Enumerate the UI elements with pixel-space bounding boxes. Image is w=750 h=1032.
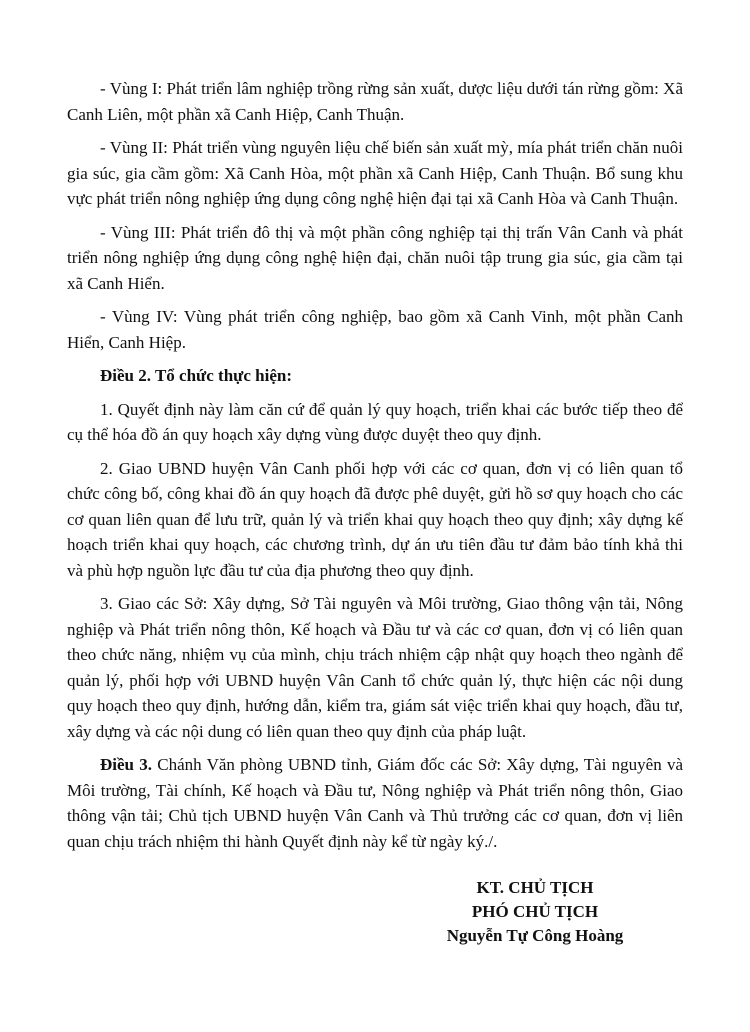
zone-2-label: - Vùng II: [100, 138, 168, 157]
zone-2-paragraph [67, 135, 683, 212]
zone-4-text: Vùng phát triển công nghiệp, bao gồm xã Canh Vinh, một phần Canh Hiển, Canh Hiệp. [67, 307, 684, 352]
zone-1-paragraph [67, 76, 683, 127]
zone-4-paragraph [67, 304, 683, 355]
zone-3-text: Phát triển đô thị và một phần công nghiệp tại thị trấn Vân Canh và phát triển nông nghiệp ứng dụng công nghệ hiện đại, chăn nuôi tập trung gia súc, gia cầm tại xã Canh Hiển. [67, 222, 683, 293]
article-3-label: Điều 3. [100, 755, 152, 774]
zone-3-paragraph [67, 220, 683, 297]
zone-4-label: - Vùng IV: [100, 307, 178, 326]
zone-2-text: Phát triển vùng nguyên liệu chế biến sản xuất mỳ, mía phát triển chăn nuôi gia súc, gia cầm gồm: Xã Canh Hòa, một phần xã Canh Hiệp, Canh Thuận. Bổ sung khu vực phát triển nông nghiệp ứng dụng công nghệ hiện đại tại xã Canh Hòa và Canh Thuận. [67, 138, 683, 208]
zone-3-label: - Vùng III: [100, 222, 176, 242]
signature-title-1: KT. CHỦ TỊCH [476, 878, 594, 897]
article-3-text: Chánh Văn phòng UBND tỉnh, Giám đốc các Sở: Xây dựng, Tài nguyên và Môi trường, Tài chính, Kế hoạch và Đầu tư, Nông nghiệp và Phát triển nông thôn, Giao thông vận tải; Chủ tịch UBND huyện Vân Canh và Thủ trưởng các cơ quan, đơn vị liên quan chịu trách nhiệm thi hành Quyết định này kể từ ngày ký./. [67, 755, 684, 851]
zone-1-text: Phát triển lâm nghiệp trồng rừng sản xuất, dược liệu dưới tán rừng gồm: Xã Canh Liên, một phần xã Canh Hiệp, Canh Thuận. [67, 79, 684, 124]
article-3-paragraph [67, 752, 683, 854]
article-2-item-2: 2. Giao UBND huyện Vân Canh phối hợp với các cơ quan, đơn vị có liên quan tổ chức công bố, công khai đồ án quy hoạch đã được phê duyệt, gửi hồ sơ quy hoạch cho các cơ quan liên quan để lưu trữ, quản lý và triển khai quy hoạch theo quy định; xây dựng kế hoạch triển khai quy hoạch, các chương trình, dự án ưu tiên đầu tư đảm bảo tính khả thi và phù hợp nguồn lực đầu tư của địa phương theo quy định. [67, 458, 683, 580]
signer-name: Nguyễn Tự Công Hoàng [446, 926, 624, 945]
signature-title-2: PHÓ CHỦ TỊCH [471, 902, 599, 921]
article-2-item-3: 3. Giao các Sở: Xây dựng, Sở Tài nguyên và Môi trường, Giao thông vận tải, Nông nghiệp và Phát triển nông thôn, Kế hoạch và Đầu tư và các cơ quan, đơn vị có liên quan theo chức năng, nhiệm vụ của mình, chịu trách nhiệm cập nhật quy hoạch theo ngành để quản lý, phối hợp với UBND huyện Vân Canh tổ chức quản lý, thực hiện các nội dung quy hoạch theo quy định, hướng dẫn, kiểm tra, giám sát việc triển khai quy hoạch, đầu tư, xây dựng và các nội dung có liên quan theo quy định của pháp luật. [67, 594, 683, 741]
article-2-heading: Điều 2. Tổ chức thực hiện: [100, 366, 292, 385]
article-2-item-1: 1. Quyết định này làm căn cứ để quản lý quy hoạch, triển khai các bước tiếp theo để cụ thể hóa đồ án quy hoạch xây dựng vùng được duyệt theo quy định. [67, 399, 683, 444]
signature-block [420, 876, 650, 948]
document-body [67, 76, 683, 862]
zone-1-label: - Vùng I: [100, 79, 163, 98]
